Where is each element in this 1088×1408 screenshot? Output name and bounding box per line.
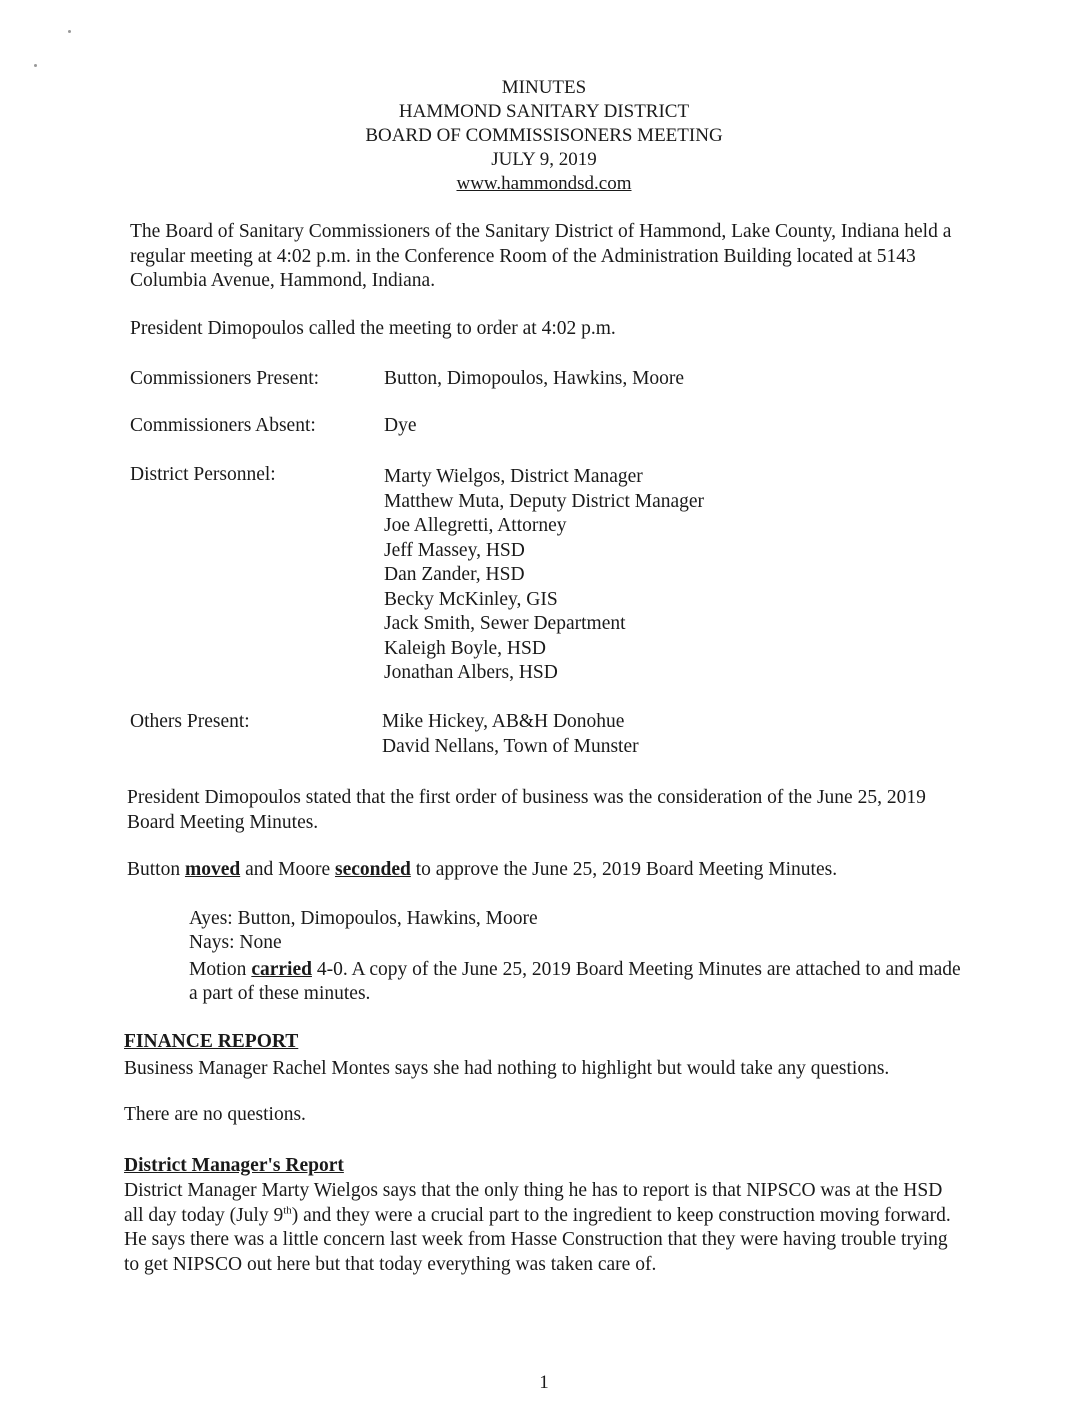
personnel-item: Jonathan Albers, HSD (384, 662, 558, 683)
present-label: Commissioners Present: (130, 368, 320, 389)
document-header (0, 76, 1088, 196)
vote-result (189, 958, 969, 1006)
finance-heading: FINANCE REPORT (124, 1031, 299, 1052)
vote-nays: Nays: None (189, 932, 282, 953)
vote-result-text: 4-0. A copy of the June 25, 2019 Board Meeting Minutes are attached to and made a part of these minutes. (189, 959, 961, 1004)
scan-speck (68, 30, 71, 33)
intro-paragraph: The Board of Sanitary Commissioners of the Sanitary District of Hammond, Lake County, Indiana held a regular meeting at 4:02 p.m. in the Conference Room of the Administration Building located at 5143 Columbia Avenue, Hammond, Indiana. (130, 221, 952, 291)
personnel-item: Marty Wielgos, District Manager (384, 466, 643, 487)
seconded-word: seconded (335, 859, 411, 880)
ordinal-suffix: th (283, 1204, 292, 1216)
header-organization: HAMMOND SANITARY DISTRICT (398, 101, 690, 122)
others-list (382, 710, 639, 759)
carried-word: carried (251, 959, 312, 980)
personnel-item: Jack Smith, Sewer Department (384, 613, 626, 634)
present-value: Button, Dimopoulos, Hawkins, Moore (384, 368, 685, 389)
others-label: Others Present: (130, 711, 250, 732)
motion-text: Button (127, 859, 185, 880)
personnel-list (384, 465, 704, 686)
call-to-order: President Dimopoulos called the meeting to order at 4:02 p.m. (130, 318, 616, 339)
personnel-item: Dan Zander, HSD (384, 564, 525, 585)
header-url[interactable]: www.hammondsd.com (456, 173, 632, 194)
personnel-item: Becky McKinley, GIS (384, 588, 558, 610)
header-date: JULY 9, 2019 (491, 149, 597, 170)
district-manager-text-a: District Manager Marty Wielgos says that the only thing he has to report is that NIPSCO was at the HSD all day today (July 9 (124, 1180, 943, 1226)
others-item: Mike Hickey, AB&H Donohue (382, 711, 625, 732)
header-title: MINUTES (501, 77, 587, 98)
page-number: 1 (539, 1372, 549, 1393)
motion-word: Motion (189, 959, 252, 980)
personnel-item: Joe Allegretti, Attorney (384, 515, 567, 536)
finance-questions: There are no questions. (124, 1104, 306, 1125)
personnel-label: District Personnel: (130, 464, 276, 485)
personnel-item: Kaleigh Boyle, HSD (384, 637, 546, 659)
district-manager-text-b: ) and they were a crucial part to the ingredient to keep construction moving forward. He says there was a little concern last week from Hasse Construction that they were having trouble trying to get NIPSCO out here but that today everything was taken care of. (124, 1204, 951, 1275)
header-meeting: BOARD OF COMMISSISONERS MEETING (365, 125, 723, 146)
scan-speck (34, 64, 37, 67)
vote-ayes: Ayes: Button, Dimopoulos, Hawkins, Moore (189, 908, 538, 929)
others-item: David Nellans, Town of Munster (382, 735, 639, 757)
district-manager-text (124, 1179, 964, 1277)
personnel-item: Jeff Massey, HSD (384, 539, 525, 561)
motion-paragraph (127, 858, 957, 883)
absent-label: Commissioners Absent: (130, 415, 316, 436)
moved-word: moved (184, 859, 241, 880)
first-business-paragraph: President Dimopoulos stated that the first order of business was the consideration of the June 25, 2019 Board Meeting Minutes. (127, 787, 926, 833)
motion-text: and Moore (240, 859, 335, 880)
finance-text: Business Manager Rachel Montes says she had nothing to highlight but would take any questions. (124, 1058, 890, 1079)
absent-value: Dye (384, 415, 417, 436)
personnel-item: Matthew Muta, Deputy District Manager (384, 490, 705, 512)
district-manager-heading: District Manager's Report (124, 1155, 344, 1176)
motion-text: to approve the June 25, 2019 Board Meeting Minutes. (410, 859, 838, 880)
